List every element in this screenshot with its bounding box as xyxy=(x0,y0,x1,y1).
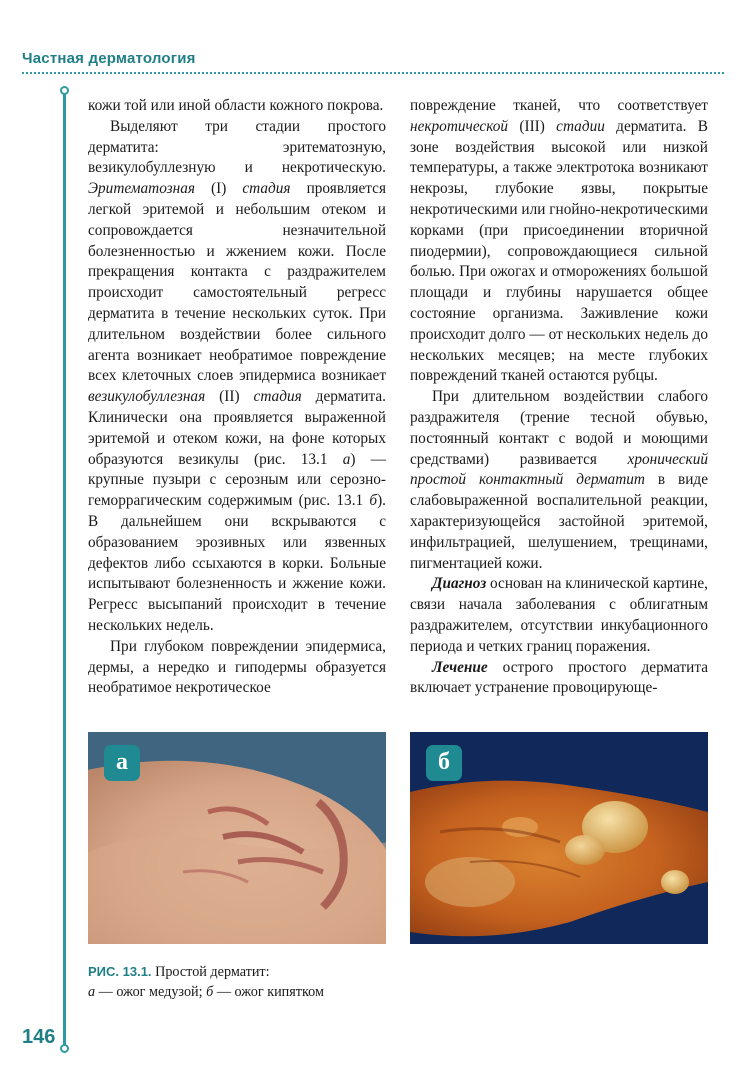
figure-badge-b: б xyxy=(426,745,462,781)
left-column xyxy=(88,96,386,699)
paragraph: Лечение острого простого дерматита включает устранение провоцирующе- xyxy=(410,658,708,697)
right-column xyxy=(410,96,708,699)
figure-badge-a: а xyxy=(104,745,140,781)
paragraph: При глубоком повреждении эпидермиса, дермы, а нередко и гиподермы образуется необратимое некротическое xyxy=(88,637,386,697)
figure-caption: РИС. 13.1. Простой дерматит: а — ожог медузой; б — ожог кипятком xyxy=(88,964,324,1000)
paragraph: Диагноз основан на клинической картине, связи начала заболевания с облигатным раздражителем, отсутствии инкубационного периода и четких границ поражения. xyxy=(410,575,708,655)
margin-line xyxy=(63,92,66,1048)
paragraph: При длительном воздействии слабого раздражителя (трение тесной обувью, постоянный контакт с водой и моющими средствами) развивается хронический простой контактный дерматит в виде слабовыраженной воспалительной реакции, характеризующейся застойной эритемой, инфильтрацией, шелушением, трещинами, пигментацией кожи. xyxy=(410,388,708,572)
paragraph: кожи той или иной области кожного покрова. xyxy=(88,97,384,114)
paragraph: повреждение тканей, что соответствует некротической (III) стадии дерматита. В зоне воздействия высокой или низкой температуры, а также электротока возникают некрозы, глубокие язвы, покрытые некротическими или гнойно-некротическими корками (при присоединении вторичной пиодермии), сопровождающиеся сильной болью. При ожогах и отморожениях большой площади и глубины нарушается общее состояние организма. Заживление кожи происходит долго — от нескольких недель до нескольких месяцев; на месте глубоких повреждений тканей остаются рубцы. xyxy=(410,97,708,385)
figure-photo-a xyxy=(88,732,386,944)
figure-photo-b xyxy=(410,732,708,944)
paragraph: Выделяют три стадии простого дерматита: эритематозную, везикулобуллезную и некротическую. Эритематозная (I) стадия проявляется легкой эритемой и небольшим отеком и сопровождается незначительной болезненностью и жжением кожи. После прекращения контакта с раздражителем происходит самостоятельный регресс дерматита в течение нескольких суток. При длительном воздействии более сильного агента возникает необратимое повреждение всех клеточных слоев эпидермиса возникает везикулобуллезная (II) стадия дерматита. Клинически она проявляется выраженной эритемой и отеком кожи, на фоне которых образуются везикулы (рис. 13.1 а) — крупные пузыри с серозным или серозно-геморрагическим содержимым (рис. 13.1 б). В дальнейшем они вскрываются с образованием эрозивных или язвенных дефектов либо ссыхаются в корки. Больные испытывают болезненность и жжение кожи. Регресс высыпаний происходит в течение нескольких недель. xyxy=(88,117,387,634)
caption-title: Простой дерматит: xyxy=(151,964,270,980)
margin-dot-bottom xyxy=(60,1044,69,1053)
header-rule xyxy=(22,72,724,74)
margin-dot-top xyxy=(60,86,69,95)
page-number: 146 xyxy=(22,1026,56,1048)
caption-label: РИС. 13.1. xyxy=(88,964,152,979)
running-header: Частная дерматология xyxy=(22,50,196,67)
